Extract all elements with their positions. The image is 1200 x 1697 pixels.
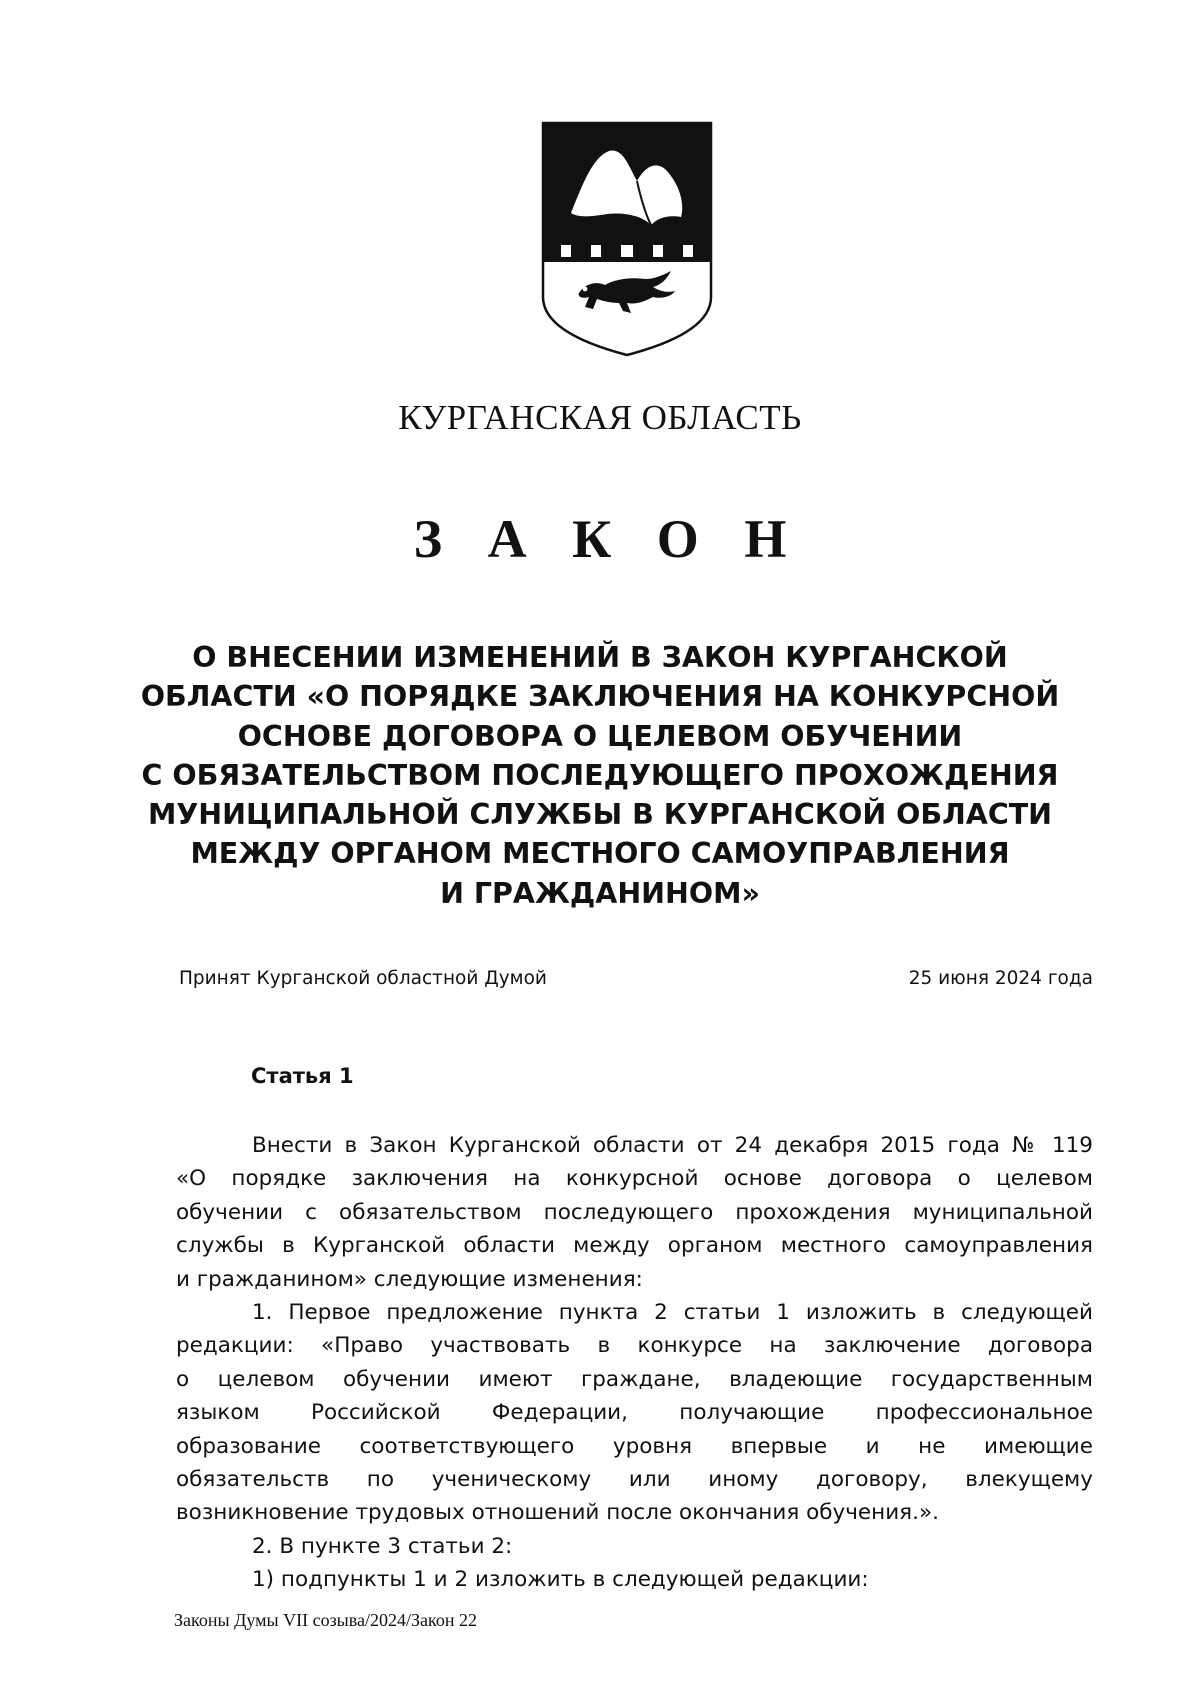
title-line: О ВНЕСЕНИИ ИЗМЕНЕНИЙ В ЗАКОН КУРГАНСКОЙ [192, 641, 1008, 674]
body-line: 1. Первое предложение пункта 2 статьи 1 изложить в следующей [252, 1299, 1093, 1325]
title-line: МЕЖДУ ОРГАНОМ МЕСТНОГО САМОУПРАВЛЕНИЯ [190, 837, 1010, 871]
body-line: «О порядке заключения на конкурсной основе договора о целевом [176, 1166, 1093, 1192]
body-line: возникновение трудовых отношений после окончания обучения.». [176, 1500, 939, 1526]
body-line: 1) подпункты 1 и 2 изложить в следующей редакции: [252, 1567, 869, 1593]
body-line: о целевом обучении имеют граждане, владеющие государственным [176, 1366, 1093, 1392]
law-title [120, 638, 1080, 913]
title-line: ОБЛАСТИ «О ПОРЯДКЕ ЗАКЛЮЧЕНИЯ НА КОНКУРСНОЙ [140, 680, 1060, 714]
body-line: языком Российской Федерации, получающие профессиональное [176, 1400, 1093, 1426]
body-line: обучении с обязательством последующего прохождения муниципальной [176, 1199, 1093, 1225]
body-line: службы в Курганской области между органом местного самоуправления [176, 1233, 1093, 1259]
title-line: С ОБЯЗАТЕЛЬСТВОМ ПОСЛЕДУЮЩЕГО ПРОХОЖДЕНИЯ [141, 758, 1059, 792]
body-line: и гражданином» следующие изменения: [176, 1266, 643, 1292]
body-line: образование соответствующего уровня впервые и не имеющие [176, 1433, 1093, 1459]
title-line: ОСНОВЕ ДОГОВОРА О ЦЕЛЕВОМ ОБУЧЕНИИ [237, 719, 963, 753]
article-body [176, 1129, 1093, 1596]
body-line: Внести в Закон Курганской области от 24 декабря 2015 года № 119 [252, 1133, 1093, 1158]
adoption-date: 25 июня 2024 года [908, 968, 1093, 989]
document-type-heading: З А К О Н [413, 509, 803, 569]
title-line: И ГРАЖДАНИНОМ» [440, 876, 760, 910]
region-name: КУРГАНСКАЯ ОБЛАСТЬ [398, 398, 802, 437]
title-line: МУНИЦИПАЛЬНОЙ СЛУЖБЫ В КУРГАНСКОЙ ОБЛАСТИ [147, 798, 1053, 832]
coat-of-arms-emblem [541, 121, 713, 357]
body-line: редакции: «Право участвовать в конкурсе на заключение договора [176, 1333, 1093, 1359]
document-footer: Законы Думы VII созыва/2024/Закон 22 [174, 1610, 477, 1630]
body-line: обязательств по ученическому или иному договору, влекущему [176, 1466, 1093, 1492]
adopted-by: Принят Курганской областной Думой [179, 968, 547, 989]
article-heading: Статья 1 [251, 1064, 354, 1088]
body-line: 2. В пункте 3 статьи 2: [252, 1533, 513, 1559]
